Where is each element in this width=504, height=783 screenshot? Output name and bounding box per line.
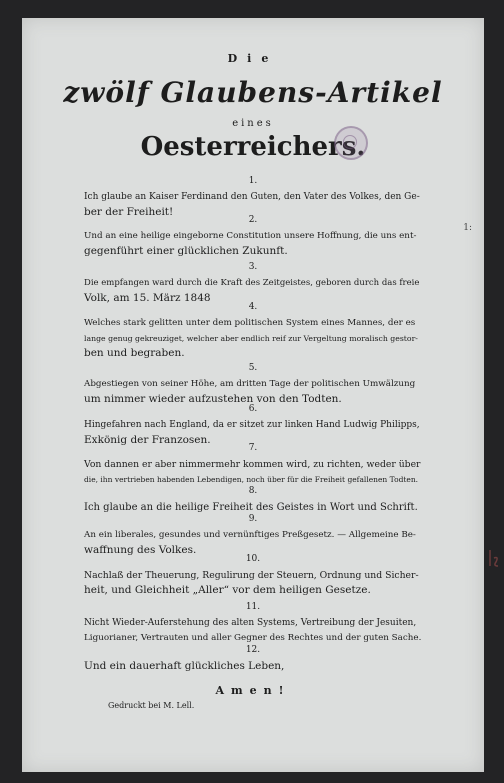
article-text-line: gegenführt einer glücklichen Zukunft. xyxy=(84,245,288,257)
article-number: 12. xyxy=(245,645,261,655)
title-main: zwölf Glaubens-Artikel xyxy=(63,76,443,109)
title-eines: eines xyxy=(232,118,274,129)
article-number: 11. xyxy=(245,602,261,612)
article-text-line: die, ihn vertrieben habenden Lebendigen, noch über für die Freiheit gefallenen Todten. xyxy=(84,475,419,484)
article-number: 4. xyxy=(248,302,258,312)
amen-line: Amen! xyxy=(215,684,291,697)
article-text-line: waffnung des Volkes. xyxy=(84,544,197,556)
article-text-line: Liguorianer, Vertrauten und aller Gegner des Rechtes und der guten Sache. xyxy=(84,633,422,643)
article-text-line: Die empfangen ward durch die Kraft des Zeitgeistes, geboren durch das freie xyxy=(84,278,420,288)
printer-imprint: Gedruckt bei M. Lell. xyxy=(108,701,195,710)
article-text-line: Nicht Wieder-Auferstehung des alten Systems, Vertreibung der Jesuiten, xyxy=(84,618,417,628)
article-text-line: Und ein dauerhaft glückliches Leben, xyxy=(84,660,285,672)
article-number: 3. xyxy=(248,262,258,272)
margin-mark: 1: xyxy=(463,223,472,233)
article-text-line: Nachlaß der Theuerung, Regulirung der Steuern, Ordnung und Sicher- xyxy=(84,570,419,581)
article-number: 10. xyxy=(245,554,261,564)
article-text-line: An ein liberales, gesundes und vernünftiges Preßgesetz. — Allgemeine Be- xyxy=(84,530,416,540)
library-stamp-icon xyxy=(334,126,368,160)
article-text-line: Ich glaube an Kaiser Ferdinand den Guten, den Vater des Volkes, den Ge- xyxy=(84,192,420,202)
article-text-line: Welches stark gelitten unter dem politischen System eines Mannes, der es xyxy=(84,318,416,328)
title-die: Die xyxy=(227,52,279,65)
article-text-line: heit, und Gleichheit „Aller“ vor dem heiligen Gesetze. xyxy=(84,584,371,596)
article-number: 5. xyxy=(248,363,258,373)
article-number: 1. xyxy=(248,176,258,186)
article-text-line: Abgestiegen von seiner Höhe, am dritten Tage der politischen Umwälzung xyxy=(84,379,416,389)
article-number: 8. xyxy=(248,486,258,496)
article-text-line: Exkönig der Franzosen. xyxy=(84,434,211,446)
article-number: 6. xyxy=(248,404,258,414)
article-text-line: um nimmer wieder aufzustehen von den Todten. xyxy=(84,393,342,405)
article-text-line: ben und begraben. xyxy=(84,347,185,359)
article-number: 2. xyxy=(248,215,258,225)
article-number: 7. xyxy=(248,443,258,453)
article-text-line: ber der Freiheit! xyxy=(84,206,174,218)
article-number: 9. xyxy=(248,514,258,524)
article-text-line: Hingefahren nach England, da er sitzet zur linken Hand Ludwig Philipps, xyxy=(84,420,420,430)
handwritten-mark-icon xyxy=(487,548,501,568)
article-text-line: Und an eine heilige eingeborne Constitution unsere Hoffnung, die uns ent- xyxy=(84,231,417,241)
article-text-line: Von dannen er aber nimmermehr kommen wird, zu richten, weder über xyxy=(84,459,421,470)
broadside-document xyxy=(22,18,484,772)
article-text-line: Ich glaube an die heilige Freiheit des Geistes in Wort und Schrift. xyxy=(84,502,418,513)
title-name: Oesterreichers. xyxy=(140,132,366,162)
article-text-line: lange genug gekreuziget, welcher aber endlich reif zur Vergeltung moralisch gestor- xyxy=(84,334,418,343)
article-text-line: Volk, am 15. März 1848 xyxy=(84,292,211,304)
